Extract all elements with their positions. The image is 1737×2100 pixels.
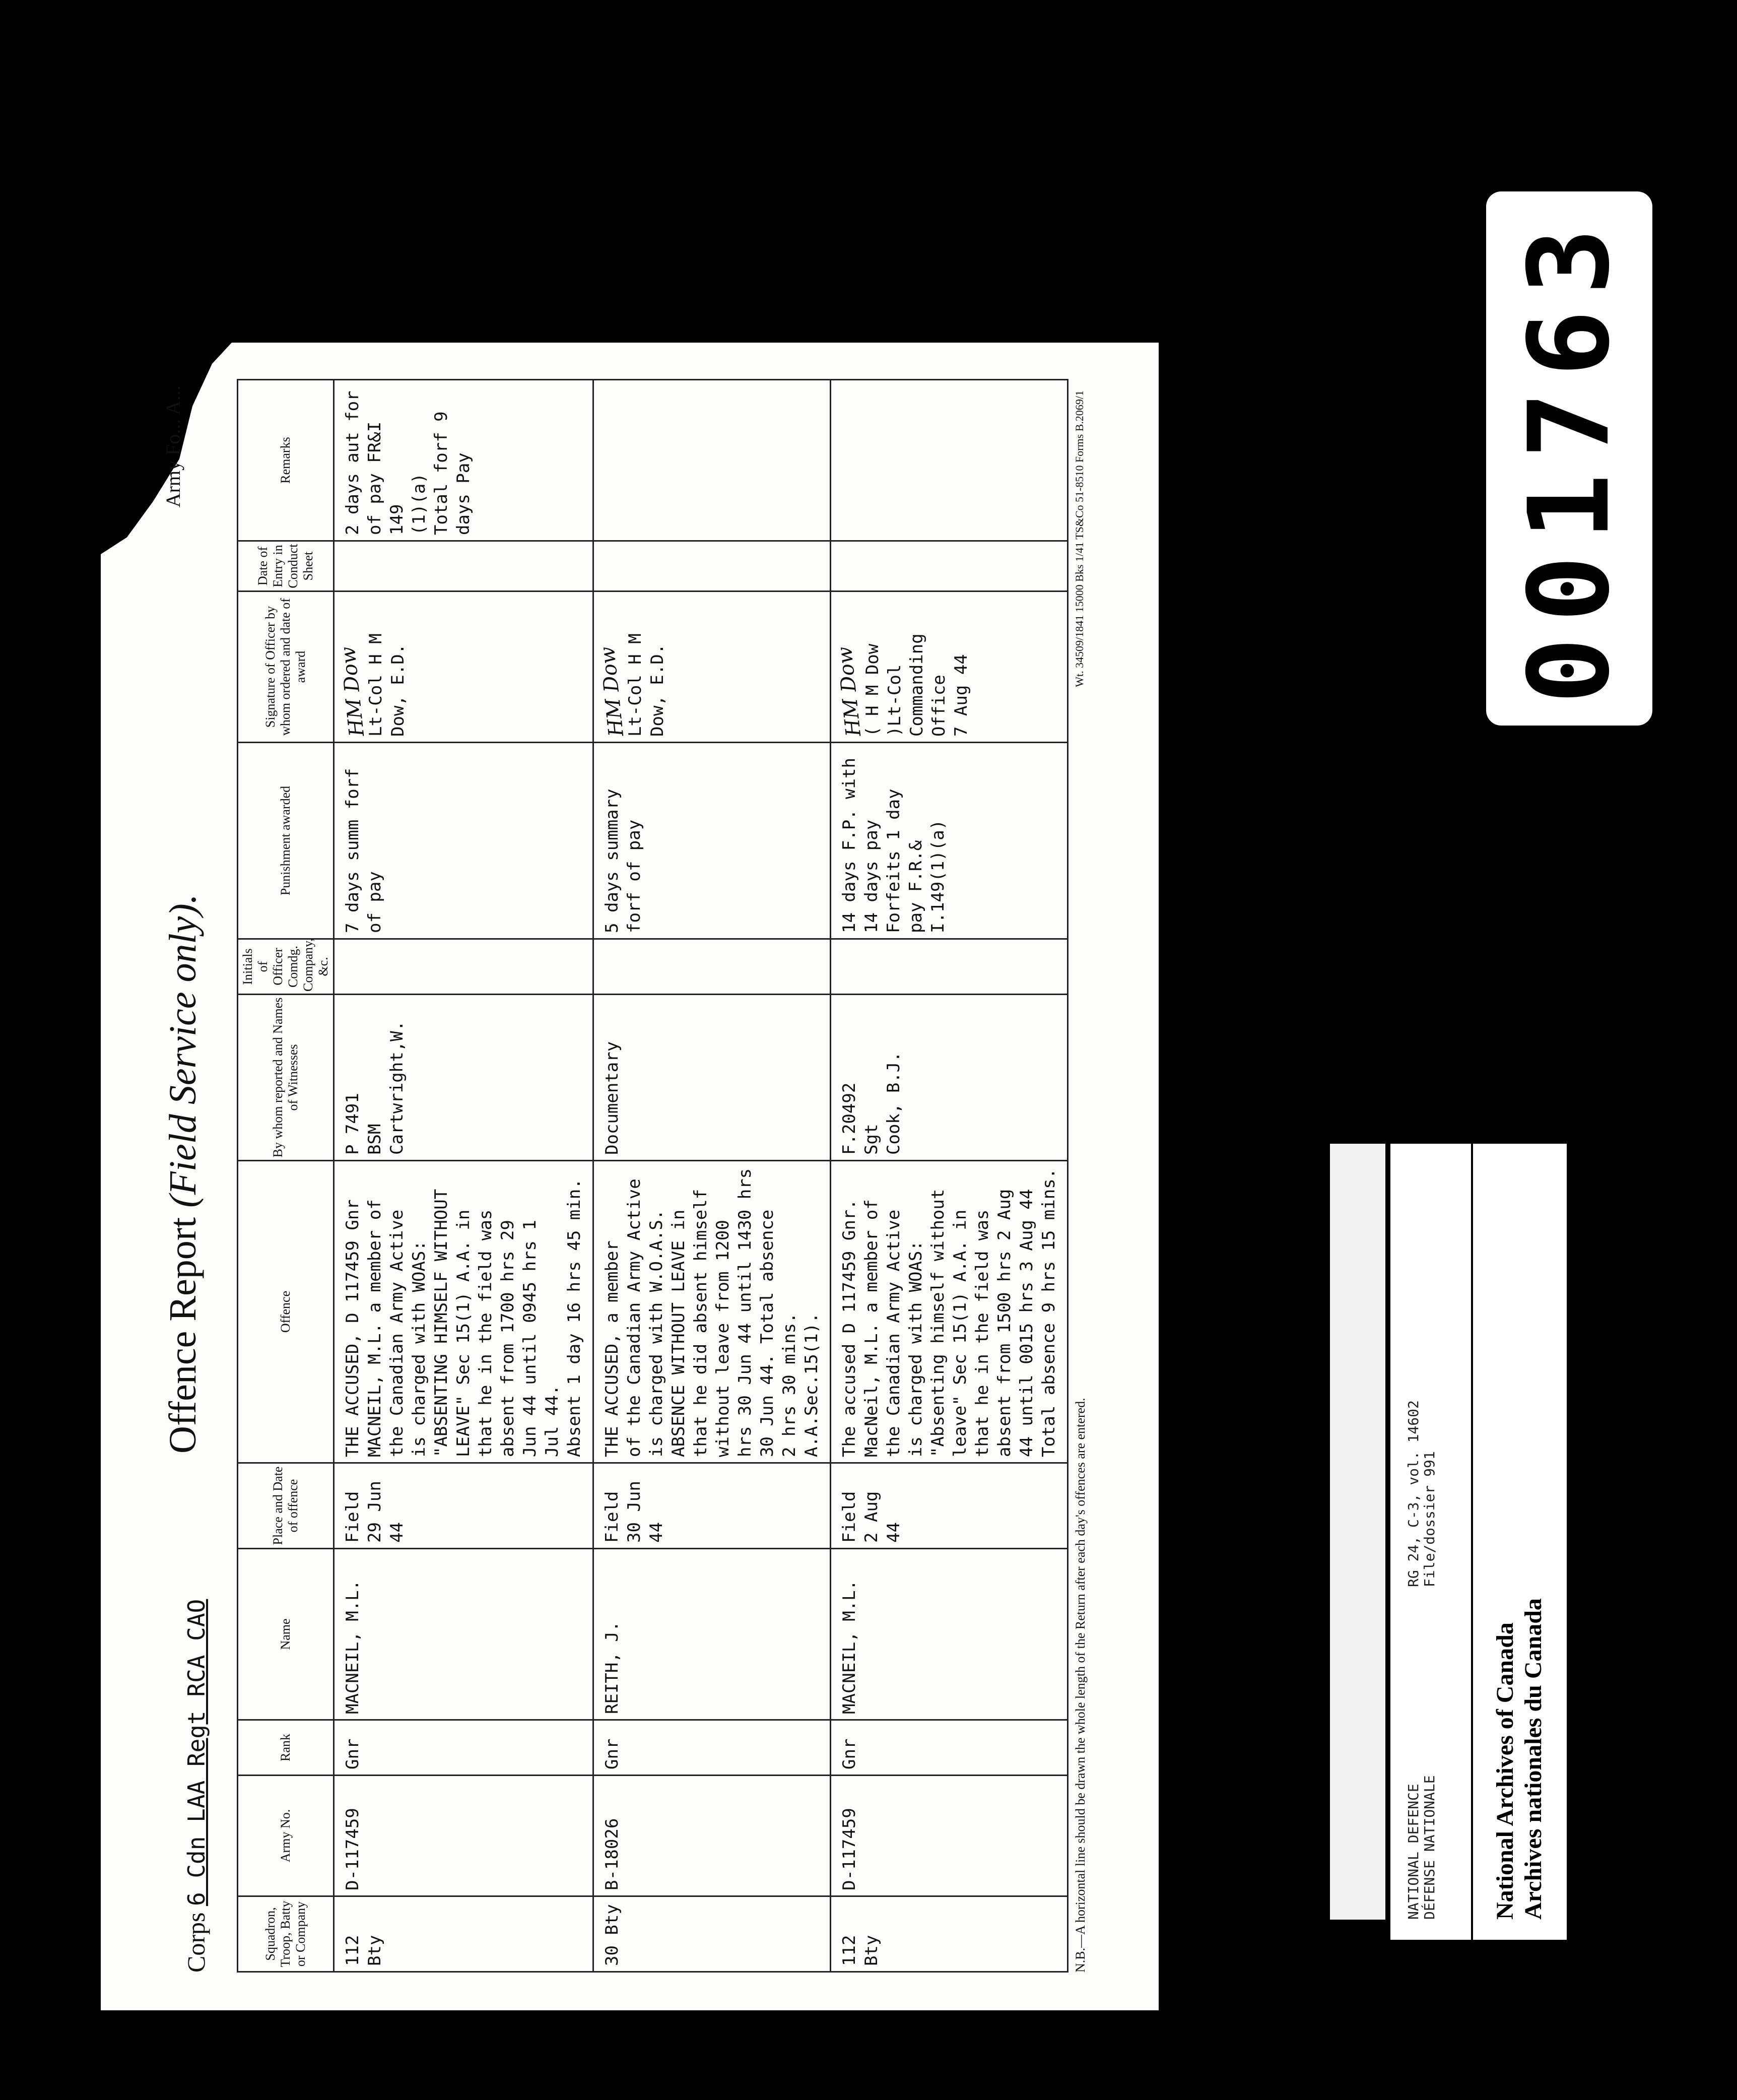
frame-number-plate (1486, 191, 1652, 726)
document-sheet (101, 343, 1159, 2010)
cell-place-date: Field 2 Aug 44 (831, 1463, 1068, 1549)
archive-label (1390, 1144, 1567, 1940)
table-row (831, 380, 1068, 1972)
cell-company: 30 Bty (593, 1896, 831, 1972)
signature-text: ( H M Dow )Lt-Col Commanding Office 7 Aug 44 (862, 633, 971, 737)
offence-table (237, 379, 1068, 1973)
title-main: Offence Report (162, 1217, 204, 1454)
title-qualifier: (Field Service only). (162, 894, 204, 1208)
cell-signature (334, 592, 593, 743)
cell-rank: Gnr (334, 1720, 593, 1776)
cell-signature (831, 592, 1068, 743)
cell-company: 112 Bty (831, 1896, 1068, 1972)
col-name: Name (238, 1549, 334, 1720)
frame-number: 001763 (1505, 213, 1634, 704)
cell-place-date: Field 29 Jun 44 (334, 1463, 593, 1549)
unit-name: 6 Cdn LAA Regt RCA CAO (183, 1599, 210, 1907)
institution-english: National Archives of Canada (1492, 1622, 1518, 1920)
col-rank: Rank (238, 1720, 334, 1776)
cell-name: MACNEIL, M.L. (334, 1549, 593, 1720)
cell-entry-date (334, 541, 593, 592)
cell-remarks: 2 days aut for of pay FR&I 149 (1)(a) Total forf 9 days Pay (334, 380, 593, 541)
col-remarks: Remarks (238, 380, 334, 541)
col-entry-date: Date of Entry in Conduct Sheet (238, 541, 334, 592)
handwritten-signature: HM Dow (336, 645, 369, 738)
frame-number-rotator (1486, 191, 1652, 726)
cell-reported-by: F.20492 Sgt Cook, B.J. (831, 995, 1068, 1161)
col-punishment: Punishment awarded (238, 743, 334, 939)
cell-signature (593, 592, 831, 743)
handwritten-signature: HM Dow (833, 645, 866, 738)
cell-rank: Gnr (831, 1720, 1068, 1776)
page-title (161, 894, 205, 1454)
cell-initials (334, 939, 593, 995)
cell-offence: THE ACCUSED, a member of the Canadian Army Active is charged with W.O.A.S. ABSENCE WITHOUT LEAVE in that he did absent himself without leave from 1200 hrs 30 Jun 44 until 1430 hrs 30 Jun 44. Total absence 2 hrs 30 mins. A.A.Sec.15(1). (593, 1161, 831, 1463)
footnote: N.B.—A horizontal line should be drawn the whole length of the Return after each day's offences are entered. (1073, 1398, 1088, 1973)
cell-army-no: D-117459 (334, 1776, 593, 1896)
cell-initials (831, 939, 1068, 995)
signature-text: Lt-Col H M Dow, E.D. (366, 633, 408, 737)
cell-punishment: 5 days summary forf of pay (593, 743, 831, 939)
cell-company: 112 Bty (334, 1896, 593, 1972)
institution-french: Archives nationales du Canada (1520, 1598, 1547, 1920)
cell-rank: Gnr (593, 1720, 831, 1776)
col-signature: Signature of Officer by whom ordered and date of award (238, 592, 334, 743)
table-row (334, 380, 593, 1972)
cell-remarks (831, 380, 1068, 541)
cell-army-no: B-18026 (593, 1776, 831, 1896)
cell-punishment: 14 days F.P. with 14 days pay Forfeits 1 day pay F.R.& I.149(1)(a) (831, 743, 1068, 939)
label-shadow-strip (1330, 1144, 1385, 1920)
col-offence: Offence (238, 1161, 334, 1463)
department-name: NATIONAL DEFENCE DÉFENSE NATIONALE (1405, 1775, 1438, 1920)
cell-offence: THE ACCUSED, D 117459 Gnr MACNEIL, M.L. a member of the Canadian Army Active is charged with WOAS: "ABSENTING HIMSELF WITHOUT LEAVE" Sec 15(1) A.A. in that he in the field was absent from 1700 hrs 29 Jun 44 until 0945 hrs 1 Jul 44. Absent 1 day 16 hrs 45 min. (334, 1161, 593, 1463)
printer-imprint: Wt. 34509/1841 15000 Bks 1/41 TS&Co 51-8510 Forms B.2069/1 (1073, 390, 1086, 687)
table-row (593, 380, 831, 1972)
cell-punishment: 7 days summ forf of pay (334, 743, 593, 939)
cell-place-date: Field 30 Jun 44 (593, 1463, 831, 1549)
offence-report (126, 370, 1133, 1983)
cell-offence: The accused D 117459 Gnr. MacNeil, M.L. a member of the Canadian Army Active is charged with WOAS: "Absenting himself without leave" Sec 15(1) A.A. in that he in the field was absent from 1500 hrs 2 Aug 44 until 0015 hrs 3 Aug 44 Total absence 9 hrs 15 mins. (831, 1161, 1068, 1463)
cell-entry-date (831, 541, 1068, 592)
label-divider (1471, 1144, 1473, 1940)
col-company: Squadron, Troop, Batty or Company (238, 1896, 334, 1972)
col-initials: Initials of Officer Comdg. Company, &c. (238, 939, 334, 995)
cell-entry-date (593, 541, 831, 592)
col-reported-by: By whom reported and Names of Witnesses (238, 995, 334, 1161)
col-place-date: Place and Date of offence (238, 1463, 334, 1549)
cell-name: REITH, J. (593, 1549, 831, 1720)
report-header (146, 370, 210, 1983)
cell-army-no: D-117459 (831, 1776, 1068, 1896)
corps-line (181, 1599, 211, 1973)
cell-reported-by: Documentary (593, 995, 831, 1161)
record-reference: RG 24, C-3, vol. 14602 File/dossier 991 (1405, 1400, 1438, 1587)
handwritten-signature: HM Dow (595, 645, 629, 738)
cell-reported-by: P 7491 BSM Cartwright,W. (334, 995, 593, 1161)
col-army-no: Army No. (238, 1776, 334, 1896)
cell-initials (593, 939, 831, 995)
cell-name: MACNEIL, M.L. (831, 1549, 1068, 1720)
cell-remarks (593, 380, 831, 541)
archive-label-content (1390, 1144, 1567, 1940)
table-header-row (238, 380, 334, 1972)
corps-label: Corps (182, 1912, 210, 1973)
signature-text: Lt-Col H M Dow, E.D. (625, 633, 667, 737)
form-reference: Army Fo... A... (162, 385, 184, 508)
